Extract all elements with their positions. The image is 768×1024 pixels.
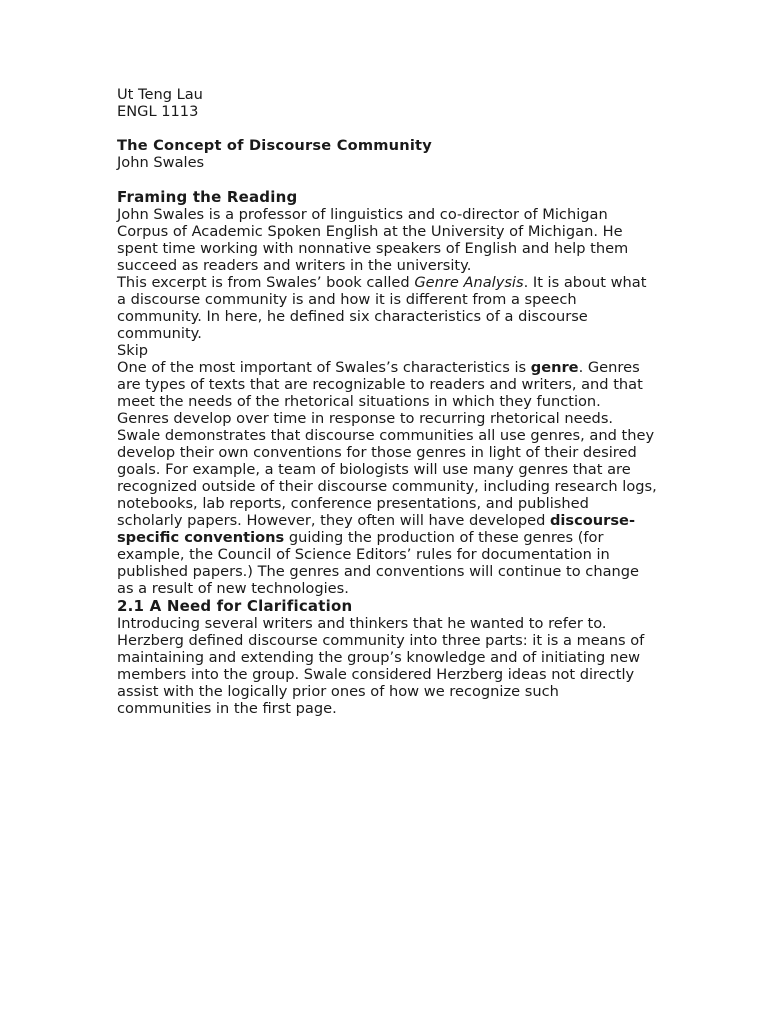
paragraph-conventions-text-2: guiding the production of these genres (for example, the Council of Science Editors’ rules for documentation in published papers.) The genres and conventions will continue to change as a result of new technologies. — [117, 529, 640, 597]
document-body — [117, 86, 657, 717]
paragraph-genre-text-2: . Genres are types of texts that are recognizable to readers and writers, and that meet the needs of the rhetorical situations in which they function. — [117, 359, 643, 410]
paragraph-conventions — [117, 427, 657, 597]
paragraph-excerpt-text-1: This excerpt is from Swales’ book called — [117, 274, 415, 291]
term-discourse-specific-conventions: discourse-specific conventions — [117, 512, 636, 546]
paragraph-genre-text-1: One of the most important of Swales’s characteristics is — [117, 359, 531, 376]
skip-label: Skip — [117, 342, 149, 359]
course-code: ENGL 1113 — [117, 103, 199, 120]
header-block — [117, 86, 657, 120]
term-genre: genre — [530, 359, 579, 376]
paragraph-herzberg: Herzberg defined discourse community into three parts: it is a means of maintaining and extending the group’s knowledge and of initiating new members into the group. Swale considered Herzberg ideas not directly assist with the logically prior ones of how we recognize such communities in the first page. — [117, 632, 645, 717]
document-title: The Concept of Discourse Community — [117, 137, 432, 154]
section-heading-clarification: 2.1 A Need for Clarification — [117, 597, 353, 615]
paragraph-genres-develop: Genres develop over time in response to recurring rhetorical needs. — [117, 410, 614, 427]
paragraph-intro: John Swales is a professor of linguistics and co-director of Michigan Corpus of Academic Spoken English at the University of Michigan. He spent time working with nonnative speakers of English and help them succeed as readers and writers in the university. — [117, 206, 629, 274]
author-name: Ut Teng Lau — [117, 86, 203, 103]
paragraph-excerpt-text-2: . It is about what a discourse community is and how it is different from a speech community. In here, he defined six characteristics of a discourse community. — [117, 274, 647, 342]
title-block — [117, 137, 657, 171]
paragraph-conventions-text-1: Swale demonstrates that discourse communities all use genres, and they develop their own conventions for those genres in light of their desired goals. For example, a team of biologists will use many genres that are recognized outside of their discourse community, including research logs, notebooks, lab reports, conference presentations, and published scholarly papers. However, they often will have developed — [117, 427, 657, 529]
section-heading-framing: Framing the Reading — [117, 188, 298, 206]
paragraph-excerpt — [117, 274, 657, 342]
paragraph-genre — [117, 359, 657, 410]
paragraph-writers: Introducing several writers and thinkers that he wanted to refer to. — [117, 615, 607, 632]
book-title-genre-analysis: Genre Analysis — [414, 274, 524, 291]
document-subtitle: John Swales — [117, 154, 205, 171]
